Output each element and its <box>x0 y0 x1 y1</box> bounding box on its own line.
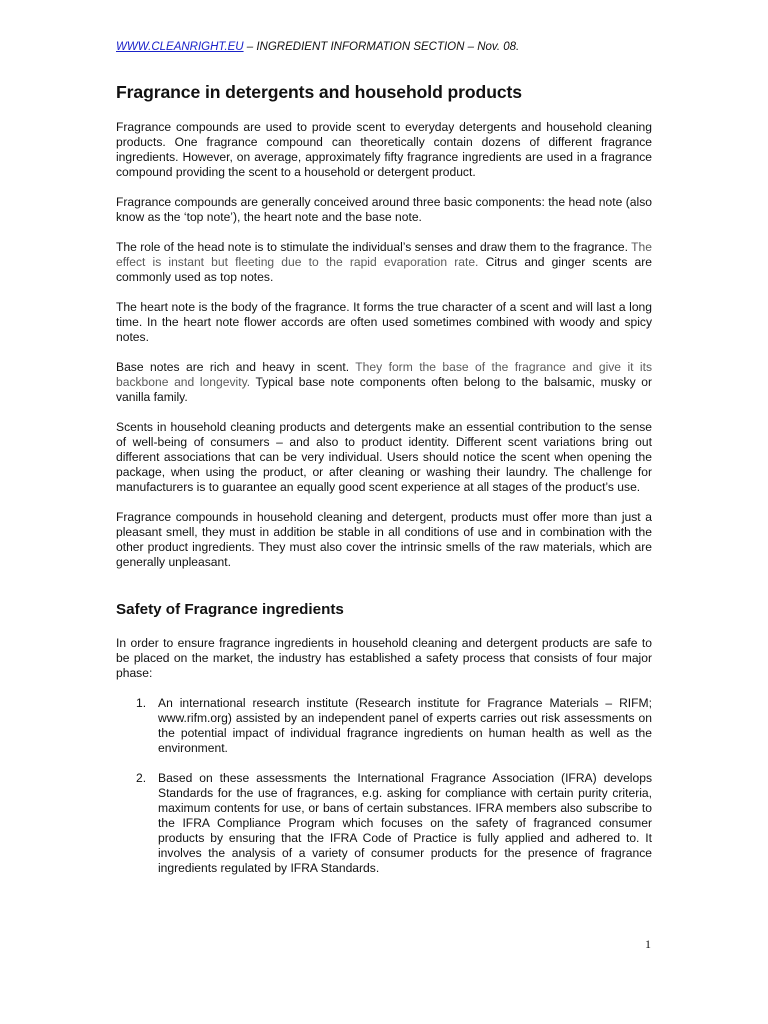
head-note-paragraph <box>116 240 652 285</box>
intro-paragraph: Fragrance compounds are used to provide scent to everyday detergents and household cleaning products. One fragrance compound can theoretically contain dozens of different fragrance ingredients. However, on average, approximately fifty fragrance ingredients are used in a fragrance compound providing the scent to a household or detergent product. <box>116 120 652 179</box>
base-note-text-1: Base notes are rich and heavy in scent. <box>116 360 356 374</box>
base-note-grey-text: They form the base of the fragrance and give it its backbone and longevity. <box>116 360 652 389</box>
base-note-paragraph <box>116 360 652 405</box>
site-link[interactable]: WWW.CLEANRIGHT.EU <box>116 41 244 53</box>
scents-paragraph: Scents in household cleaning products and detergents make an essential contribution to the sense of well-being of consumers – and also to product identity. Different scent variations bring out different associations that can be very individual. Users should notice the scent when opening the package, when using the product, or after cleaning or washing their laundry. The challenge for manufacturers is to guarantee an equally good scent experience at all stages of the product’s use. <box>116 420 652 494</box>
list-item-text: Based on these assessments the International Fragrance Association (IFRA) develops Standards for the use of fragrances, e.g. asking for compliance with certain purity criteria, maximum contents for use, or bans of certain substances. IFRA members also subscribe to the IFRA Compliance Program which focuses on the safety of fragranced consumer products by ensuring that the IFRA Code of Practice is fully applied and adhered to. It involves the analysis of a variety of consumer products for the presence of fragrance ingredients regulated by IFRA Standards. <box>158 771 652 875</box>
document-page <box>116 38 652 891</box>
list-item-number: 2. <box>136 771 147 785</box>
list-item <box>116 771 652 876</box>
list-item <box>116 696 652 756</box>
safety-heading: Safety of Fragrance ingredients <box>116 601 344 618</box>
heart-note-paragraph: The heart note is the body of the fragrance. It forms the true character of a scent and will last a long time. In the heart note flower accords are often used sometimes combined with woody and spicy notes. <box>116 300 652 344</box>
safety-phase-list <box>116 696 652 876</box>
safety-intro-paragraph: In order to ensure fragrance ingredients in household cleaning and detergent products are safe to be placed on the market, the industry has established a safety process that consists of four major phase: <box>116 636 652 680</box>
head-note-grey-text: The effect is instant but fleeting due to the rapid evaporation rate. <box>116 240 652 269</box>
head-note-text-1: The role of the head note is to stimulate the individual’s senses and draw them to the fragrance. <box>116 240 632 254</box>
list-item-text: An international research institute (Research institute for Fragrance Materials – RIFM; www.rifm.org) assisted by an independent panel of experts carries out risk assessments on the potential impact of individual fragrance ingredients on human health as well as the environment. <box>158 696 652 755</box>
page-number: 1 <box>645 937 651 951</box>
running-header <box>116 38 652 56</box>
base-note-text-2: Typical base note components often belong to the balsamic, musky or vanilla family. <box>116 375 652 404</box>
components-paragraph: Fragrance compounds are generally conceived around three basic components: the head note (also know as the ‘top note’), the heart note and the base note. <box>116 195 652 224</box>
document-title: Fragrance in detergents and household products <box>116 82 522 102</box>
header-section-text: – INGREDIENT INFORMATION SECTION – Nov. 08. <box>243 41 520 53</box>
list-item-number: 1. <box>136 696 147 710</box>
compounds-paragraph: Fragrance compounds in household cleaning and detergent, products must offer more than just a pleasant smell, they must in addition be stable in all conditions of use and in combination with the other product ingredients. They must also cover the intrinsic smells of the raw materials, which are generally unpleasant. <box>116 510 652 569</box>
head-note-text-2: Citrus and ginger scents are commonly used as top notes. <box>116 255 653 284</box>
